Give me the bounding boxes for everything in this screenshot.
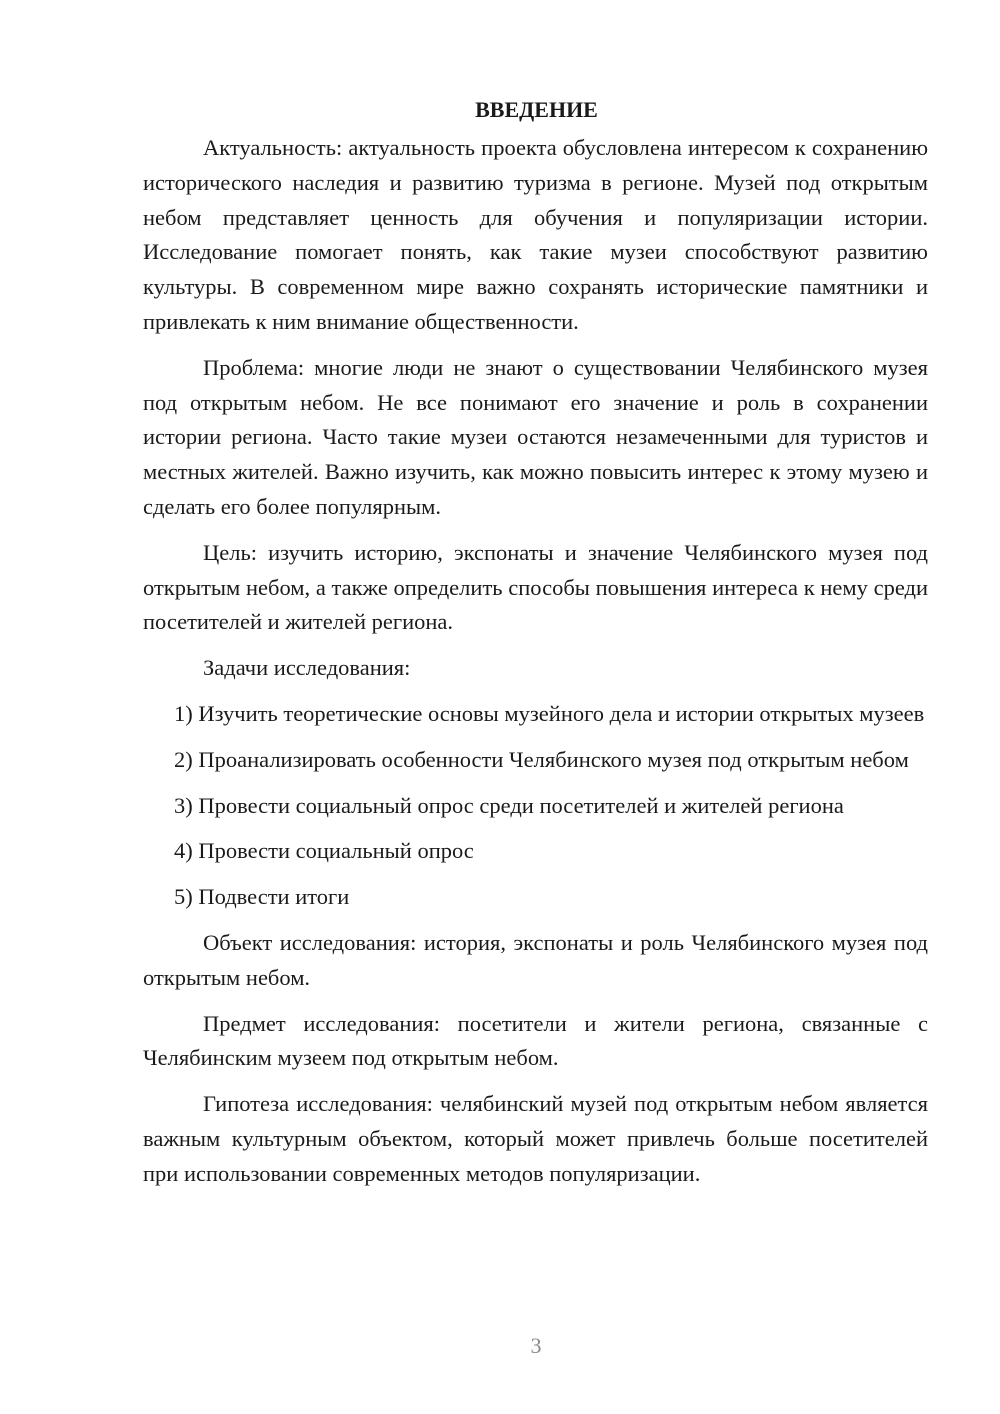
- task-item-5: 5) Подвести итоги: [174, 884, 350, 910]
- task-item-3: 3) Провести социальный опрос среди посетителей и жителей региона: [174, 792, 844, 818]
- paragraph-goal: Цель: изучить историю, экспонаты и значение Челябинского музея под открытым небом, а также определить способы повышения интереса к нему среди посетителей и жителей региона.: [143, 539, 928, 635]
- task-item-2: 2) Проанализировать особенности Челябинского музея под открытым небом: [174, 746, 909, 772]
- paragraph-hypothesis: Гипотеза исследования: челябинский музей под открытым небом является важным культурным объектом, который может привлечь больше посетителей при использовании современных методов популяризации.: [143, 1091, 928, 1186]
- section-title: ВВЕДЕНИЕ: [475, 97, 598, 122]
- task-item-4: 4) Провести социальный опрос: [174, 838, 474, 864]
- task-item-1: 1) Изучить теоретические основы музейного дела и истории открытых музеев: [174, 700, 925, 726]
- page-number: 3: [530, 1333, 542, 1358]
- paragraph-problem: Проблема: многие люди не знают о существовании Челябинского музея под открытым небом. Не все понимают его значение и роль в сохранении истории региона. Часто такие музеи остаются незамеченными для туристов и местных жителей. Важно изучить, как можно повысить интерес к этому музею и сделать его более популярным.: [143, 354, 928, 519]
- paragraph-subject: Предмет исследования: посетители и жители региона, связанные с Челябинским музеем под открытым небом.: [143, 1010, 928, 1071]
- paragraph-relevance: Актуальность: актуальность проекта обусловлена интересом к сохранению исторического наследия и развитию туризма в регионе. Музей под открытым небом представляет ценность для обучения и популяризации истории. Исследование помогает понять, как такие музеи способствуют развитию культуры. В современном мире важно сохранять исторические памятники и привлекать к ним внимание общественности.: [143, 135, 928, 334]
- paragraph-tasks-heading: Задачи исследования:: [203, 655, 411, 681]
- document-page: [143, 92, 928, 1203]
- paragraph-object: Объект исследования: история, экспонаты и роль Челябинского музея под открытым небом.: [143, 929, 928, 990]
